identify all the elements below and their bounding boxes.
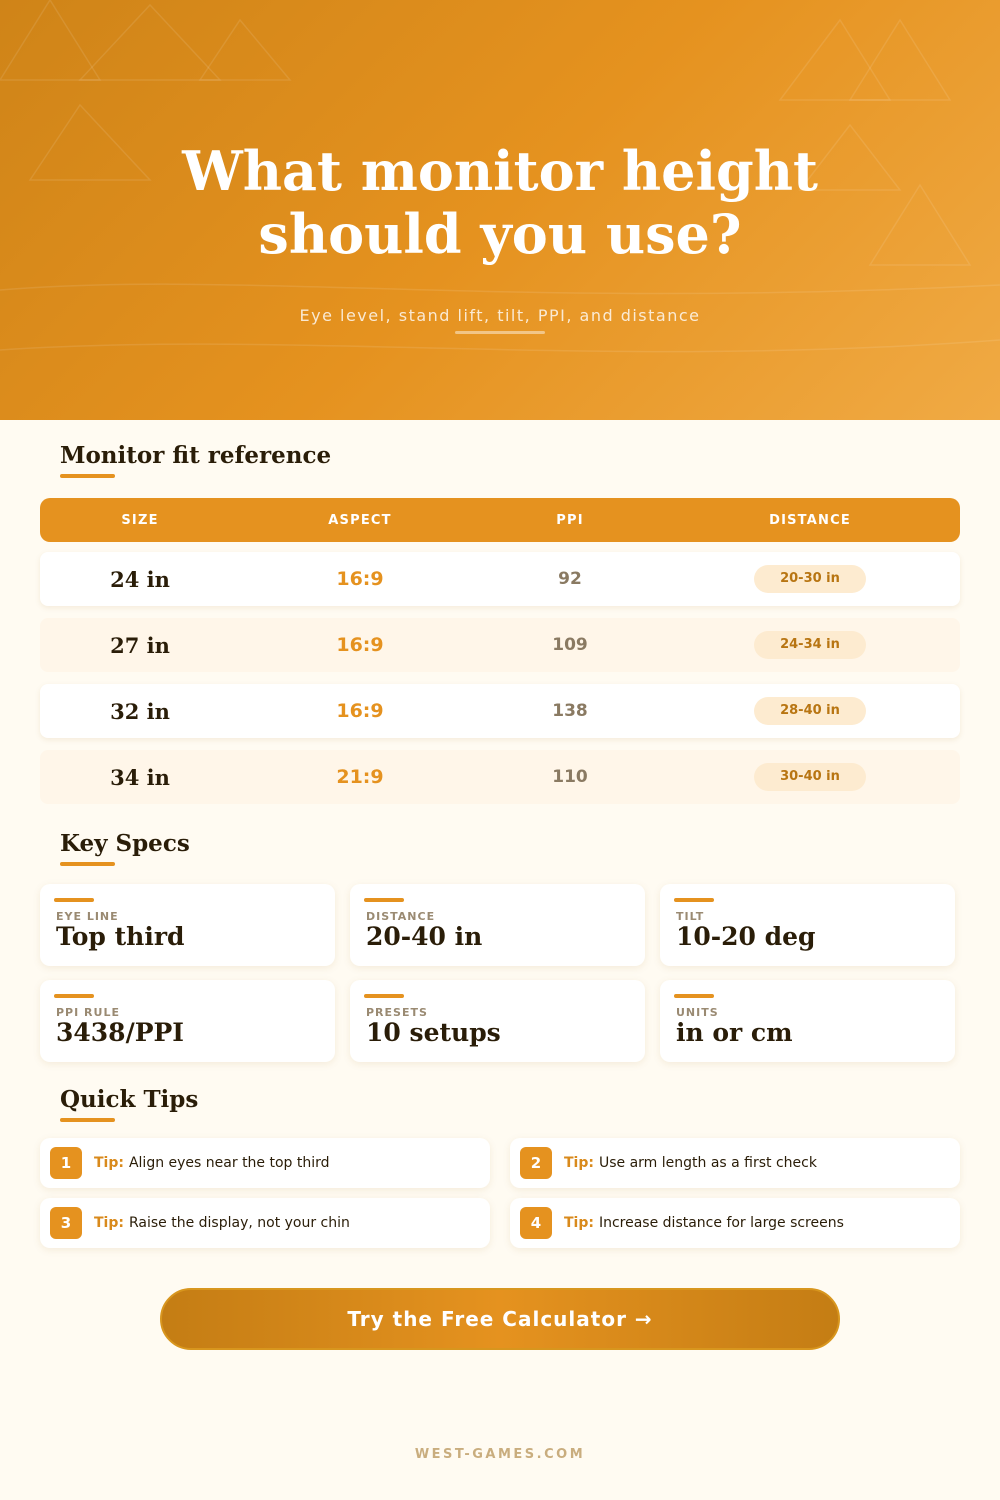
card-accent (674, 898, 714, 902)
cell-distance (660, 565, 960, 593)
tip-card (510, 1198, 960, 1248)
tip-number-badge: 1 (50, 1147, 82, 1179)
cell-distance (660, 763, 960, 791)
distance-badge: 30-40 in (754, 763, 866, 791)
cell-size: 32 in (110, 698, 170, 724)
tip-text: Align eyes near the top third (128, 1155, 330, 1171)
cell-ppi: 110 (552, 767, 588, 787)
table-row (40, 684, 960, 738)
cell-aspect: 21:9 (336, 766, 384, 788)
column-header-distance: DISTANCE (769, 512, 851, 528)
reference-section-underline (60, 474, 115, 478)
tip-card (40, 1138, 490, 1188)
spec-label: EYE LINE (56, 910, 119, 923)
spec-value: 20-40 in (366, 922, 483, 951)
spec-value: 10-20 deg (676, 922, 816, 951)
spec-card-units (660, 980, 955, 1062)
page-subtitle: Eye level, stand lift, tilt, PPI, and distance (299, 306, 701, 325)
cell-aspect: 16:9 (336, 700, 384, 722)
spec-label: DISTANCE (366, 910, 436, 923)
spec-label: TILT (676, 910, 705, 923)
table-row (40, 618, 960, 672)
tip-card (40, 1198, 490, 1248)
spec-label: PRESETS (366, 1006, 428, 1019)
spec-card-distance (350, 884, 645, 966)
tip-card (510, 1138, 960, 1188)
reference-section-title: Monitor fit reference (60, 442, 332, 469)
tip-text: Raise the display, not your chin (128, 1215, 350, 1231)
tip-number-badge: 2 (520, 1147, 552, 1179)
spec-value: 10 setups (366, 1018, 501, 1047)
cell-size: 27 in (110, 632, 170, 658)
spec-card-eye-line (40, 884, 335, 966)
page-title (100, 140, 900, 266)
cell-distance (660, 631, 960, 659)
try-calculator-button[interactable]: Try the Free Calculator → (160, 1288, 840, 1350)
hero-banner (0, 0, 1000, 420)
cell-size: 24 in (110, 566, 170, 592)
tip-prefix: Tip: (94, 1215, 124, 1231)
tip-prefix: Tip: (564, 1155, 594, 1171)
spec-value: 3438/PPI (56, 1018, 185, 1047)
spec-card-tilt (660, 884, 955, 966)
spec-value: Top third (56, 922, 185, 951)
cell-aspect: 16:9 (336, 634, 384, 656)
cell-distance (660, 697, 960, 725)
page-title-line-1: What monitor height (182, 139, 818, 203)
table-row (40, 750, 960, 804)
cell-ppi: 92 (558, 569, 582, 589)
tip-text: Increase distance for large screens (598, 1215, 844, 1231)
card-accent (364, 898, 404, 902)
column-header-ppi: PPI (556, 512, 584, 528)
cell-size: 34 in (110, 764, 170, 790)
card-accent (674, 994, 714, 998)
column-header-aspect: ASPECT (328, 512, 392, 528)
tip-prefix: Tip: (94, 1155, 124, 1171)
cell-aspect: 16:9 (336, 568, 384, 590)
specs-section-underline (60, 862, 115, 866)
card-accent (54, 898, 94, 902)
distance-badge: 20-30 in (754, 565, 866, 593)
tip-prefix: Tip: (564, 1215, 594, 1231)
table-row (40, 552, 960, 606)
spec-label: PPI RULE (56, 1006, 120, 1019)
card-accent (364, 994, 404, 998)
tip-number-badge: 4 (520, 1207, 552, 1239)
tips-section-title: Quick Tips (60, 1086, 199, 1113)
footer-site-link[interactable]: WEST-GAMES.COM (414, 1447, 586, 1462)
column-header-size: SIZE (121, 512, 159, 528)
spec-label: UNITS (676, 1006, 719, 1019)
tips-section-underline (60, 1118, 115, 1122)
reference-table-header (40, 498, 960, 542)
tip-text: Use arm length as a first check (598, 1155, 817, 1171)
spec-card-presets (350, 980, 645, 1062)
tip-number-badge: 3 (50, 1207, 82, 1239)
subtitle-underline (455, 331, 545, 334)
distance-badge: 24-34 in (754, 631, 866, 659)
cell-ppi: 138 (552, 701, 588, 721)
cell-ppi: 109 (552, 635, 588, 655)
page-title-line-2: should you use? (258, 202, 742, 266)
card-accent (54, 994, 94, 998)
distance-badge: 28-40 in (754, 697, 866, 725)
specs-section-title: Key Specs (60, 830, 190, 857)
spec-value: in or cm (676, 1018, 793, 1047)
spec-card-ppi-rule (40, 980, 335, 1062)
